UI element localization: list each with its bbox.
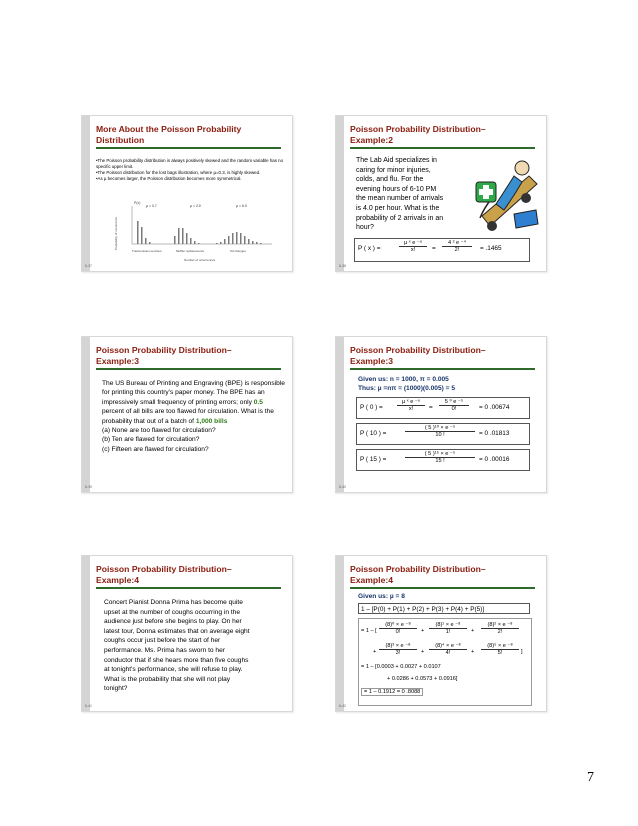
title-line: Example:4 [96,574,139,585]
fraction [429,643,467,656]
formula-expansion [358,618,532,706]
plus-sign: + [471,649,475,655]
denominator: 5! [497,650,503,656]
given-line: Given us: n = 1000, π = 0.005 [358,376,449,383]
fraction [399,240,427,253]
denominator: 2! [454,247,460,253]
slide-5 [81,555,293,712]
slide-side-bar [336,556,347,711]
slide-number: 6-39 [85,485,93,489]
slide-3 [81,336,293,493]
bullet: •The Poisson probability distribution is always positively skewed and the random variable has no specific upper limit. [96,158,284,169]
formula-lhs: P ( 10 ) = [360,430,387,437]
slide-side-bar [82,116,93,271]
denominator: 1! [445,629,451,635]
title-line: Example:3 [350,355,393,366]
denominator: 10 ! [435,432,445,438]
slide-number: 6-42 [339,704,347,708]
formula-result: = 0 .00016 [479,456,510,463]
denominator: 4! [445,650,451,656]
final-result: = 1 – 0.1912 = 0 .8088 [361,688,423,696]
denominator: 0! [451,406,457,412]
slide-text [356,156,476,233]
slide-title [350,564,535,589]
fraction [405,451,475,464]
numerator: (8)⁵ × e ⁻⁸ [481,643,519,650]
equals-sign: = [432,245,436,252]
text-line: the mean number of arrivals [356,195,444,203]
title-line: More About the Poisson Probability [96,124,242,134]
numerator: (8)³ × e ⁻⁸ [379,643,417,650]
title-line: Poisson Probability Distribution– [350,564,486,574]
title-line: Example:4 [350,574,393,585]
formula-box [356,423,530,445]
expansion-line: + 0.0286 + 0.0573 + 0.0916] [387,676,458,682]
question-item: (b) Ten are flawed for circulation? [102,436,200,444]
slide-text [104,598,288,694]
title-line: Poisson Probability Distribution– [350,345,486,355]
slide-text [96,158,286,182]
fraction [442,240,472,253]
text-line: conductor that if she hears more than five coughs [104,656,249,664]
slide-number: 6-40 [339,485,347,489]
title-line: Distribution [96,134,145,145]
denominator: 15 ! [435,458,445,464]
slide-title [350,124,535,149]
numerator: µ ˣ e ⁻ᵘ [399,240,427,247]
formula-lhs: P ( 0 ) = [360,404,383,411]
highlight-bills: 1,000 bills [195,417,228,425]
mu-label: µ = 2.0 [190,204,201,208]
formula-lhs: P ( 15 ) = [360,456,387,463]
slide-title [96,124,281,149]
numerator: (8)⁰ × e ⁻⁸ [379,622,417,629]
formula-lhs: P ( x ) = [358,245,381,252]
chart-ylabel: Probability of occurrence [114,216,118,250]
formula-result: = .1465 [480,245,502,252]
fraction [481,643,519,656]
title-line: Example:2 [350,134,393,145]
formula-box [356,449,530,471]
text-line: coughs occur just before the start of her [104,637,221,645]
text-line: audience just before she begins to play. On her [104,618,242,626]
slide-side-bar [82,556,93,711]
given-values: Given us: µ = 8 [358,593,405,600]
numerator: (8)⁴ × e ⁻⁸ [429,643,467,650]
formula-heading: 1 – [P(0) + P(1) + P(2) + P(3) + P(4) + P(5)] [358,603,530,614]
fraction [397,399,425,412]
group-label: Oil changes [230,249,246,253]
formula-box [354,238,530,262]
plus-sign: + [373,649,377,655]
question-item: (a) None are too flawed for circulation? [102,427,216,435]
denominator: x! [408,406,414,412]
title-line: Poisson Probability Distribution– [350,124,486,134]
denominator: 0! [395,629,401,635]
expansion-start: = 1 – [ [361,628,377,634]
text-line: at tonight's performance, she will refuse to play. [104,666,243,674]
injured-patient-clipart [474,154,542,236]
question-item: (c) Fifteen are flawed for circulation? [102,445,209,453]
given-line: Thus: µ =nπ = (1000)(0.005) = 5 [358,385,455,392]
fraction [429,622,467,635]
slide-6 [335,555,547,712]
chart-bars [137,221,262,244]
text-line: tonight? [104,685,128,693]
fraction [481,622,519,635]
group-label: Transmission services [132,249,162,253]
text-line: performance. Ms. Prima has sworn to her [104,646,225,654]
text-line: The Lab Aid specializes in [356,157,437,164]
expansion-line: = 1 – [0.0003 + 0.0027 + 0.0107 [361,664,441,670]
title-line: Poisson Probability Distribution– [96,345,232,355]
formula-box [356,397,530,419]
fraction [379,622,417,635]
given-values [358,375,455,393]
plus-sign: + [421,628,425,634]
title-line: Example:3 [96,355,139,366]
equals-sign: = [429,404,433,411]
text-line: colds, and flu. For the [356,176,424,184]
paragraph-text: percent of all bills are too flawed for circulation. What is the probability that out of a batch of [102,408,274,425]
formula-result: = 0 .00674 [479,404,510,411]
mu-label: µ = 6.0 [236,204,247,208]
slide-title [96,345,281,370]
slide-number: 6-38 [339,264,347,268]
text-line: hour? [356,224,374,232]
formula-result: = 0 .01813 [479,430,510,437]
group-label: Muffler replacements [176,249,204,253]
text-line: caring for minor injuries, [356,166,431,174]
numerator: (8)² × e ⁻⁸ [481,622,519,629]
slide-number: 6-41 [85,704,93,708]
slide-title [350,345,535,370]
fraction [405,425,475,438]
numerator: 4 ² e ⁻⁴ [442,240,472,247]
bullet: •The Poisson distribution for the lost bags illustration, where µ=0.3, is highly skewed. [96,170,261,175]
plus-sign: + [471,628,475,634]
numerator: ( 5 )¹⁰ × e ⁻⁵ [405,425,475,432]
slide-4 [335,336,547,493]
text-line: upset at the number of coughs occurring in the [104,608,240,616]
poisson-figure [112,198,282,266]
text-line: Concert Pianist Donna Prima has become quite [104,599,243,606]
numerator: ( 5 )¹⁵ × e ⁻⁵ [405,451,475,458]
slide-text [102,379,286,454]
slide-1 [81,115,293,272]
denominator: 2! [497,629,503,635]
text-line: is 4.0 per hour. What is the [356,204,440,212]
title-line: Poisson Probability Distribution– [96,564,232,574]
highlight-percent: 0.5 [253,398,263,406]
paragraph-text: The US Bureau of Printing and Engraving (BPE) is responsible for printing this country's paper money. The BPE has an impressively small frequency of printing errors; only [102,380,285,406]
close-bracket: ] [521,649,523,655]
text-line: latest tour, Donna estimates that on average eight [104,627,250,635]
numerator: (8)¹ × e ⁻⁸ [429,622,467,629]
chart-xlabel: Number of occurrences [184,258,216,262]
slide-side-bar [336,337,347,492]
slide-side-bar [336,116,347,271]
denominator: 3! [395,650,401,656]
slide-number: 6-37 [85,264,93,268]
plus-sign: + [421,649,425,655]
chart-p-label: P(x) [134,201,141,205]
fraction [379,643,417,656]
slide-2 [335,115,547,272]
text-line: evening hours of 6-10 PM [356,185,437,193]
denominator: x! [410,247,416,253]
text-line: What is the probability that she will not play [104,675,231,683]
mu-label: µ = 0.7 [146,204,157,208]
numerator: µ ˣ e ⁻ᵘ [397,399,425,406]
bullet: •As µ becomes larger, the Poisson distribution becomes more symmetrical. [96,176,242,181]
slide-side-bar [82,337,93,492]
slide-title [96,564,281,589]
fraction [439,399,469,412]
numerator: 5 ⁰ e ⁻⁵ [439,399,469,406]
text-line: probability of 2 arrivals in an [356,214,444,222]
page-number: 7 [587,770,594,785]
